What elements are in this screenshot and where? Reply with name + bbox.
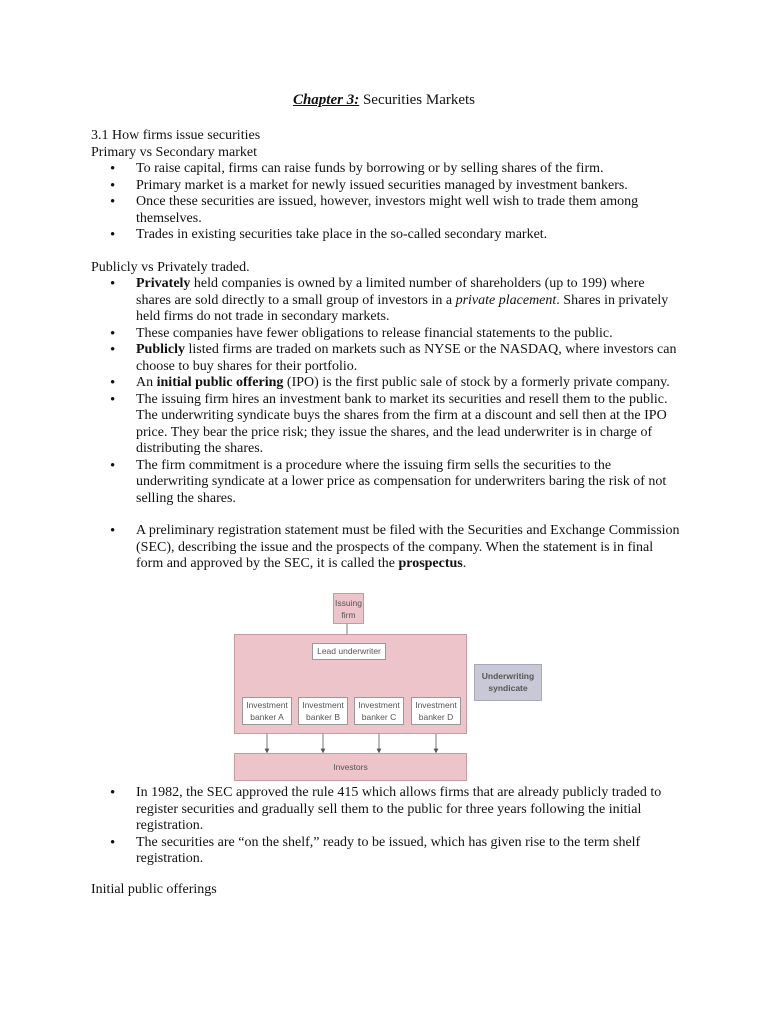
subheading-primary-secondary: Primary vs Secondary market (91, 145, 258, 160)
list-item-text: listed firms are traded on markets such as NYSE or the NASDAQ, where investors can choose to buy shares for their portfolio. (136, 342, 677, 374)
prospectus-list (91, 523, 681, 573)
investors-box: Investors (234, 753, 467, 781)
shelf-registration-list (91, 785, 681, 868)
section-heading: 3.1 How firms issue securities (91, 128, 261, 143)
italic-term: private placement (455, 292, 557, 308)
list-item-text: (IPO) is the first public sale of stock by a formerly private company. (283, 375, 670, 390)
list-item: • Once these securities are issued, however, investors might well wish to trade them among themselves. (91, 194, 681, 227)
list-item: • The issuing firm hires an investment bank to market its securities and resell them to the public. The underwriting syndicate buys the shares from the firm at a discount and sell then at the IPO price. They bear the price risk; they issue the shares, and the lead underwriter is in charge of distributing the shares. (91, 392, 681, 458)
list-item (91, 276, 681, 326)
list-item: • Primary market is a market for newly issued securities managed by investment bankers. (91, 178, 681, 195)
list-item-text: . (462, 556, 467, 571)
list-item: • To raise capital, firms can raise funds by borrowing or by selling shares of the firm. (91, 161, 681, 178)
banker-label: Investment (358, 700, 400, 710)
banker-label: Investment (415, 700, 457, 710)
bold-term: Publicly (136, 342, 186, 357)
syndicate-label: Underwriting (481, 671, 535, 681)
investment-banker-d-box (411, 697, 461, 725)
list-item (91, 375, 681, 392)
underwriting-syndicate-box (474, 664, 542, 701)
page-title (0, 92, 768, 109)
issuing-firm-label: Issuing (335, 598, 362, 608)
chapter-label: Chapter 3: (292, 92, 360, 108)
syndicate-label: syndicate (488, 683, 528, 693)
list-item (91, 523, 681, 573)
bold-term: Privately (136, 276, 191, 291)
banker-label: Investment (302, 700, 344, 710)
bold-term: prospectus (398, 556, 463, 571)
list-item-text: An (136, 375, 157, 390)
banker-label: Investment (246, 700, 288, 710)
subheading-public-private: Publicly vs Privately traded. (91, 260, 250, 275)
primary-secondary-list (91, 161, 681, 244)
public-private-list (91, 276, 681, 507)
banker-label: banker B (305, 712, 341, 722)
chapter-title: Securities Markets (359, 92, 476, 108)
investment-banker-a-box (242, 697, 292, 725)
banker-label: banker C (361, 712, 397, 722)
lead-underwriter-box: Lead underwriter (312, 643, 386, 660)
banker-label: banker A (250, 712, 284, 722)
list-item-text: . Shares in privately held firms do not trade in secondary markets. (136, 292, 669, 324)
list-item: • Trades in existing securities take place in the so-called secondary market. (91, 227, 681, 244)
issuing-firm-label: firm (341, 610, 356, 620)
list-item-text: held companies is owned by a limited number of shareholders (up to 199) where shares are sold directly to a small group of investors in a (136, 276, 645, 308)
list-item: • The securities are “on the shelf,” ready to be issued, which has given rise to the term shelf registration. (91, 835, 681, 868)
issuing-firm-box (333, 593, 364, 624)
list-item: • These companies have fewer obligations to release financial statements to the public. (91, 326, 681, 343)
investment-banker-c-box (354, 697, 404, 725)
bold-term: initial public offering (156, 375, 284, 390)
list-item (91, 342, 681, 375)
underwriting-diagram (234, 590, 544, 785)
list-item: • The firm commitment is a procedure where the issuing firm sells the securities to the underwriting syndicate at a lower price as compensation for underwriters baring the risk of not selling the shares. (91, 458, 681, 508)
subheading-ipo: Initial public offerings (91, 882, 217, 897)
list-item-text: A preliminary registration statement must be filed with the Securities and Exchange Commission (SEC), describing the issue and the prospects of the company. When the statement is in final form and approved by the SEC, it is called the (136, 523, 680, 571)
investment-banker-b-box (298, 697, 348, 725)
list-item: • In 1982, the SEC approved the rule 415 which allows firms that are already publicly traded to register securities and gradually sell them to the public for three years following the initial registration. (91, 785, 681, 835)
banker-label: banker D (418, 712, 454, 722)
